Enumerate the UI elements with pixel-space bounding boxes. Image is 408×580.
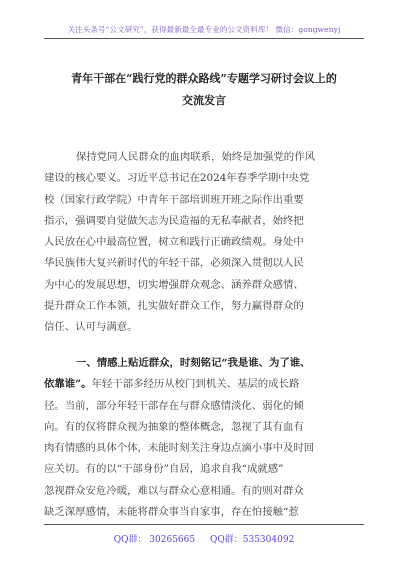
paragraph-line: 建设的核心要义。习近平总书记在2024年春季学期中央党 (44, 172, 310, 185)
paragraph-line: 缺乏深厚感情，未能将群众事当自家事，存在怕接触“惹 (44, 506, 299, 519)
paragraph-line (44, 374, 366, 395)
document-title-line-1: 青年干部在“践行党的群众路线”专题学习研讨会议上的 (71, 72, 337, 85)
footer-contact (0, 532, 408, 545)
paragraph-line: 指示，强调要自觉做矢志为民造福的无私奉献者，始终把 (44, 214, 304, 227)
footer-qq-group-2: QQ群：535304092 (210, 535, 295, 545)
paragraph-line: 提升群众工作本领，扎实做好群众工作，努力赢得群众的 (44, 300, 304, 313)
footer-qq-group-1: QQ群： 30265665 (113, 535, 196, 545)
paragraph-line: 忽视群众安危冷暖，难以与群众心意相通。有的则对群众 (44, 484, 304, 497)
paragraph-line: 径。当前，部分年轻干部存在与群众感情淡化、弱化的倾 (44, 399, 304, 412)
paragraph-line: 华民族伟大复兴新时代的年轻干部，必须深入贯彻以人民 (44, 257, 304, 270)
paragraph-line: 保持党同人民群众的血肉联系，始终是加强党的作风 (76, 151, 315, 163)
body-paragraph-2 (44, 353, 366, 523)
paragraph-text: 年轻干部多经历从校门到机关、基层的成长路 (91, 378, 300, 391)
paragraph-line: 信任、认可与满意。 (44, 321, 138, 334)
paragraph-line: 应关切。有的以“干部身份”自居，追求自我“成就感” (44, 463, 284, 476)
header-divider (44, 38, 364, 39)
paragraph-line: 校（国家行政学院）中青年干部培训班开班之际作出重要 (44, 193, 304, 206)
paragraph-line: 肉有情感的具体个体，未能时刻关注身边点滴小事中及时回 (44, 442, 315, 455)
document-title-line-2: 交流发言 (182, 94, 226, 107)
section-heading-1-cont: 依靠谁”。 (44, 378, 92, 391)
header-notice: 关注头条号“公文研究”，获得最新最全最专业的公文资料库！ 微信：gongwenyj (67, 25, 341, 34)
paragraph-line: 人民放在心中最高位置，树立和践行正确政绩观。身处中 (44, 236, 304, 249)
paragraph-line: 为中心的发展思想，切实增强群众观念、涵养群众感情、 (44, 278, 304, 291)
body-paragraph-1 (44, 147, 366, 339)
section-heading-1: 一、情感上贴近群众，时刻铭记“我是谁、为了谁、 (76, 357, 311, 369)
footer-divider (44, 524, 364, 525)
paragraph-line: 向。有的仅将群众视为抽象的整体概念，忽视了其有血有 (44, 420, 304, 433)
